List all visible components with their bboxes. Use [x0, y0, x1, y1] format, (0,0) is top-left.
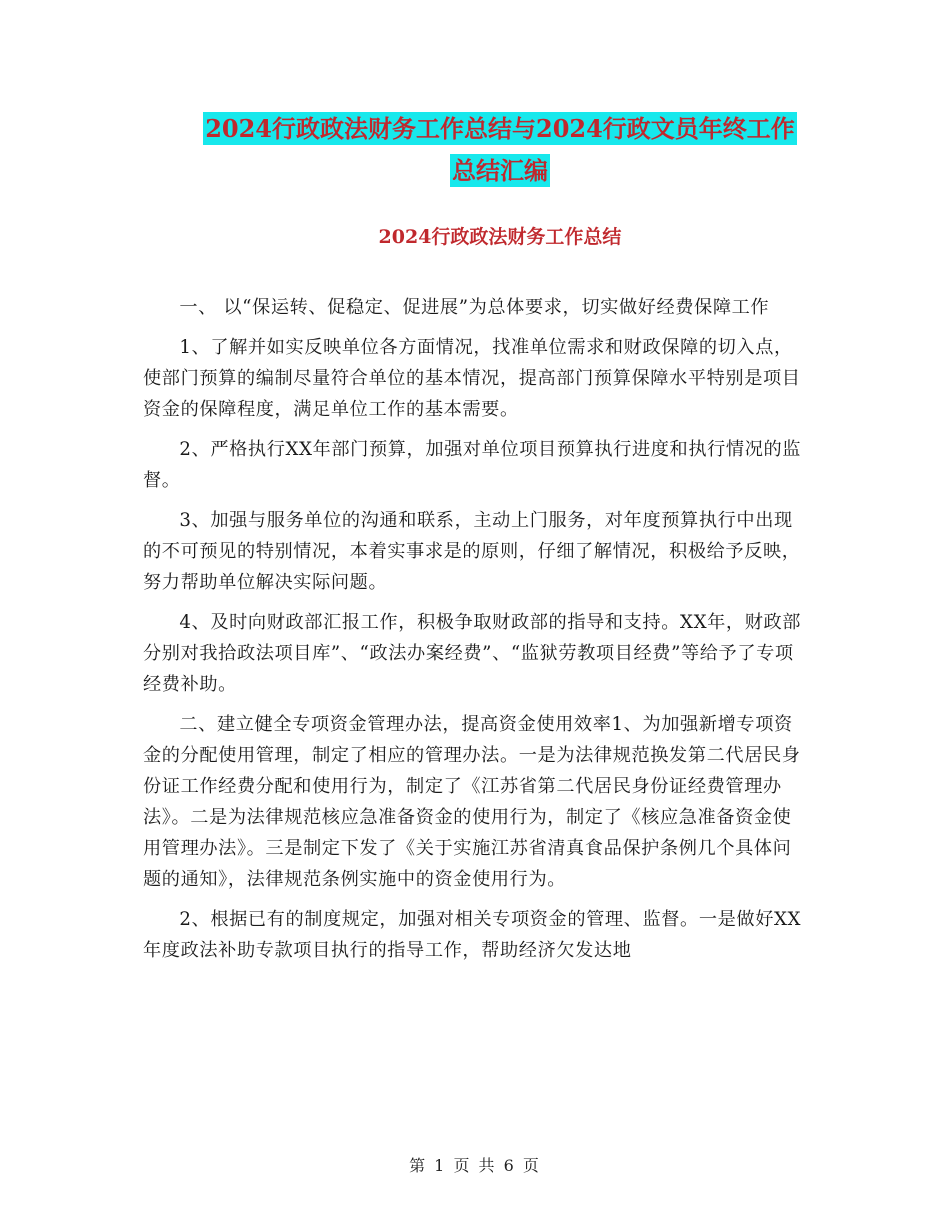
document-title-line-2: 总结汇编 — [452, 156, 548, 185]
paragraph: 2、严格执行XX年部门预算，加强对单位项目预算执行进度和执行情况的监督。 — [143, 439, 802, 491]
document-title-line-1: 2024行政政法财务工作总结与2024行政文员年终工作 — [205, 114, 795, 143]
section-title: 2024行政政法财务工作总结 — [378, 226, 622, 248]
paragraph: 一、 以“保运转、促稳定、促进展”为总体要求，切实做好经费保障工作 — [179, 297, 770, 318]
document-title — [140, 108, 860, 192]
paragraph: 3、加强与服务单位的沟通和联系，主动上门服务，对年度预算执行中出现的不可预见的特别情况，本着实事求是的原则，仔细了解情况，积极给予反映，努力帮助单位解决实际问题。 — [143, 510, 801, 593]
page-number: 第 1 页 共 6 页 — [409, 1156, 541, 1175]
paragraph: 1、了解并如实反映单位各方面情况，找准单位需求和财政保障的切入点，使部门预算的编制尽量符合单位的基本情况，提高部门预算保障水平特别是项目资金的保障程度，满足单位工作的基本需要。 — [143, 337, 801, 420]
paragraph: 2、根据已有的制度规定，加强对相关专项资金的管理、监督。一是做好XX年度政法补助专款项目执行的指导工作，帮助经济欠发达地 — [143, 909, 802, 961]
paragraph: 4、及时向财政部汇报工作，积极争取财政部的指导和支持。XX年，财政部分别对我拾政法项目库”、“政法办案经费”、“监狱劳教项目经费”等给予了专项经费补助。 — [143, 612, 802, 695]
document-body — [143, 292, 807, 975]
paragraph: 二、建立健全专项资金管理办法，提高资金使用效率1、为加强新增专项资金的分配使用管理，制定了相应的管理办法。一是为法律规范换发第二代居民身份证工作经费分配和使用行为，制定了《江苏省第二代居民身份证经费管理办法》。二是为法律规范核应急准备资金的使用行为，制定了《核应急准备资金使用管理办法》。三是制定下发了《关于实施江苏省清真食品保护条例几个具体问题的通知》，法律规范条例实施中的资金使用行为。 — [143, 714, 801, 890]
page-footer — [0, 1153, 950, 1176]
